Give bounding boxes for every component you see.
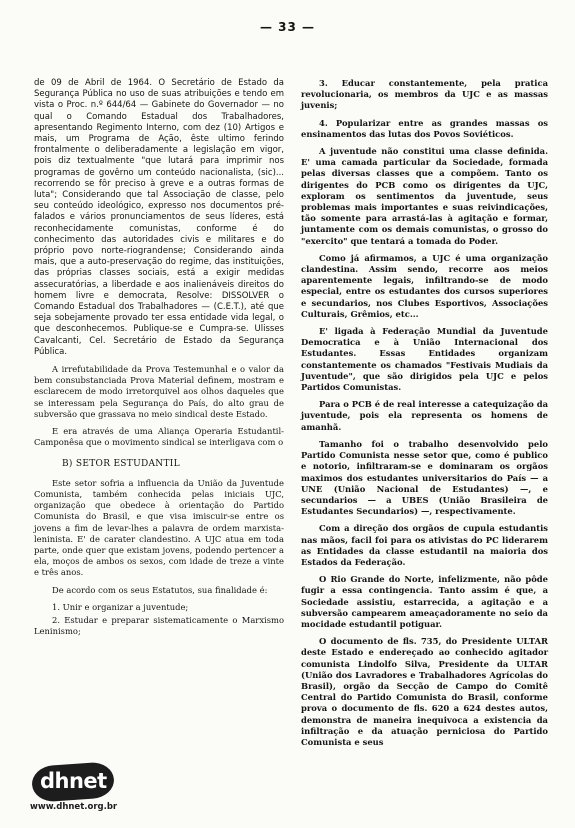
page-number: — 33 —	[259, 20, 316, 34]
evidence-paragraph: A irrefutabilidade da Prova Testemunhal e o valor da bem consubstanciada Prova Material definem, mostram e esclarecem de modo irretorquivel aos olhos daqueles que se interessam pela Segurança do País, do alto grau de subversão que grassava no meio sindical deste Estado.	[34, 364, 284, 419]
section-title: B) SETOR ESTUDANTIL	[62, 458, 180, 469]
clandestine-paragraph: Como já afirmamos, a UJC é uma organização clandestina. Assim sendo, recorre aos meios aparentemente legais, infiltrando-se de modo especial, entre os estudantes dos cursos superiores e secundarios, nos Clubes Esportivos, Associações Culturais, Grêmios, etc...	[301, 252, 548, 319]
youth-paragraph: A juventude não constitui uma classe definida. E' uma camada particular da Sociedade, formada pelas diversas classes que a compõem. Tanto os dirigentes do PCB como os dirigentes da UJC, exploram os sentimentos da juventude, seus problemas mais importantes e suas reivindicações, tão somente para arrastá-las à agitação e formar, juntamente com os demais comunistas, o grosso do "exercito" que tentará a tomada do Poder.	[301, 146, 548, 246]
statute-item-3: 3. Educar constantemente, pela pratica revolucionaria, os membros da UJC e as massas juvenis;	[301, 78, 548, 111]
alliance-paragraph: E era através de uma Aliança Operaria Estudantil-Camponêsa que o movimento sindical se interligava com o	[34, 426, 284, 448]
decree-paragraph: de 09 de Abril de 1964. O Secretário de Estado da Segurança Pública no uso de suas atribuições e tendo em vista o Proc. n.º 644/64 — Gabinete do Governador — no qual o Comando Estadual dos Trabalhadores, apresentando Regimento Interno, com dez (10) Artigos e mais, um Programa de Ação, êste ultimo ferindo frontalmente o deliberadamente a legislação em vigor, pois diz textualmente "que lutará para imprimir nos programas de govêrno um conteúdo nacionalista, (sic)... recorrendo se fôr preciso à greve e a outras formas de luta"; Considerando que tal Associação de classe, pelo seu conteúdo ideológico, expresso nos documentos pré-falados e vários pronunciamentos de seus líderes, está reconhecidamente comunistas, conforme é do conhecimento das autoridades civis e militares e do próprio povo norte-riograndense; Considerando ainda mais, que a auto-preservação do regime, das instituições, das próprias classes sociais, está a exigir medidas assecuratórias, a liberdade e aos inalienáveis direitos do homem livre e democrata, Resolve: DISSOLVER o Comando Estadual dos Trabalhadores — (C.E.T.), até que seja sobejamente provado ter essa entidade vida legal, o que desconhecemos. Publique-se e Cumpra-se. Ulisses Cavalcanti, Cel. Secretário de Estado da Segurança Pública.	[34, 78, 284, 357]
logo-url[interactable]: www.dhnet.org.br	[30, 802, 118, 812]
leadership-paragraph: Com a direção dos orgãos de cupula estudantis nas mãos, facil foi para os ativistas do PC liderarem as Entidades da classe estudantil na maioria dos Estados da Federação.	[301, 523, 548, 567]
ultar-paragraph: O documento de fls. 735, do Presidente ULTAR deste Estado e endereçado ao conhecido agitador comunista Lindolfo Silva, Presidente da ULTAR (União dos Lavradores e Trabalhadores Agrícolas do Brasil), orgão da Secção de Campo do Comitê Central do Partido Comunista do Brasil, conforme prova o documento de fls. 620 a 624 destes autos, demonstra de maneira inequivoca a existencia da infiltração e da atuação perniciosa do Partido Comunista e seus	[301, 636, 548, 747]
une-ubes-paragraph: Tamanho foi o trabalho desenvolvido pelo Partido Comunista nesse setor que, como é publico e notorio, infiltraram-se e dominaram os orgãos maximos dos estudantes universitarios do País — a UNE (União Nacional de Estudantes) —, e secundarios — a UBES (União Brasileira de Estudantes Secundarios) —, respectivamente.	[301, 438, 548, 517]
federation-paragraph: E' ligada à Federação Mundial da Juventude Democratica e à União Internacional dos Estudantes. Essas Entidades organizam constantemente os chamados "Festivais Mudiais da Juventude", que são dirigidos pela UJC e pelos Partidos Comunistas.	[301, 326, 548, 393]
dhnet-logo[interactable]	[30, 764, 140, 816]
statute-item-2: 2. Estudar e preparar sistematicamente o Marxismo Leninismo;	[34, 614, 284, 637]
ujc-paragraph: Este setor sofria a influencia da União da Juventude Comunista, também conhecida pelas iniciais UJC, organização que obedece à orientação do Partido Comunista do Brasil, e que visa imiscuir-se entre os jovens a fim de levar-lhes a palavra de ordem marxista-leninista. E' de carater clandestino. A UJC atua em toda parte, onde quer que existam jovens, podendo pertencer a ela, moços de ambos os sexos, com idade de treze a vinte e três anos.	[34, 477, 284, 578]
left-column	[34, 78, 284, 643]
pcb-interest-paragraph: Para o PCB é de real interesse a catequização da juventude, pois ela representa os homens de amanhã.	[301, 399, 548, 432]
logo-name: dhnet	[40, 769, 107, 793]
statutes-intro: De acordo com os seus Estatutos, sua finalidade é:	[52, 584, 268, 595]
statute-item-1: 1. Unir e organizar a juventude;	[52, 601, 189, 612]
statute-item-4: 4. Popularizar entre as grandes massas os ensinamentos das lutas dos Povos Soviéticos.	[301, 117, 548, 139]
rn-paragraph: O Rio Grande do Norte, infelizmente, não pôde fugir a essa contingencia. Tanto assim é que, a Sociedade assistiu, estarrecida, a agitação e a subversão campearem ameaçadoramente no seio da mocidade estudantil potiguar.	[301, 574, 548, 629]
right-column	[301, 78, 548, 754]
